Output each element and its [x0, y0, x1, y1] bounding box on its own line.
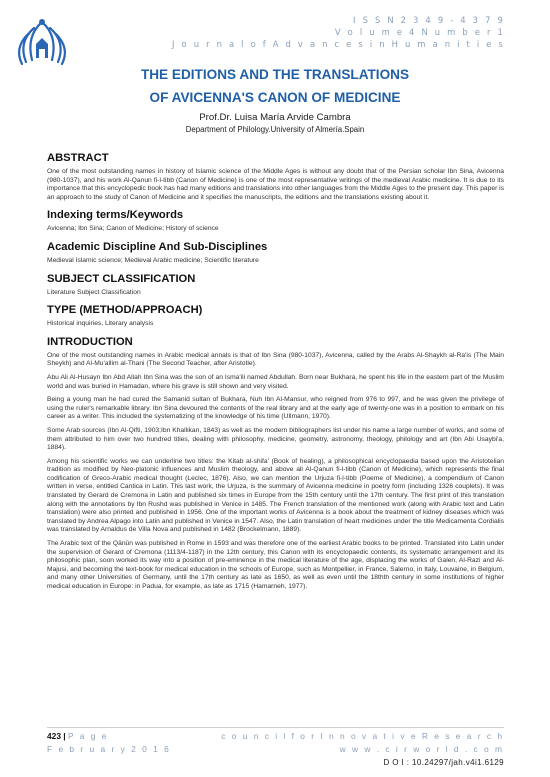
- issn-text: I S S N 2 3 4 9 - 4 3 7 9: [353, 15, 505, 25]
- abstract-section: [47, 151, 504, 202]
- introduction-heading: INTRODUCTION: [47, 335, 133, 348]
- method-text: Historical inquiries, Literary analysis: [47, 320, 154, 328]
- publisher-name: c o u n c i l f o r I n n o v a t i v e R e s e a r c h: [221, 731, 504, 741]
- publisher-website: w w w . c i r w o r l d . c o m: [339, 744, 504, 754]
- method-section: [47, 303, 504, 329]
- discipline-heading: Academic Discipline And Sub-Disciplines: [47, 240, 268, 253]
- introduction-section: [47, 335, 504, 592]
- paper-body: [47, 145, 504, 597]
- author-affiliation: Department of Philology.University of Almería.Spain: [185, 125, 365, 134]
- abstract-heading: ABSTRACT: [47, 152, 109, 164]
- discipline-text: Medieval Islamic science; Medieval Arabic medicine; Scientific literature: [47, 256, 259, 264]
- page-number-value: 423 |: [47, 731, 66, 741]
- abstract-text: One of the most outstanding names in history of Islamic science of the Middle Ages is without any doubt that of the Persian scholar Ibn Sina, Avicenna (980-1037), and his work Al-Qanun fi-l-tibb (Canon of Medicine) is one of the most representative writings of the medieval Arabic medicine. It is due to its importance that this encyclopedic book has had many editions and translations into other languages from the Middle Ages to the present day. This paper is an approach to the study of Canon of Medicine and it specifies the manuscripts, the editions and the translations existing about it.: [47, 168, 505, 201]
- author-name: Prof.Dr. Luisa María Arvide Cambra: [199, 112, 351, 123]
- intro-paragraph: Abu Ali Al-Husayn Ibn Abd Allah Ibn Sina was the son of an Isma'ili named Abdullah. Born near Bukhara, he spent his life in the eastern part of the Muslim world and was buried in Hamadan, where his grave is still shown and very visited.: [47, 373, 504, 390]
- paper-title-line1: THE EDITIONS AND THE TRANSLATIONS: [140, 67, 410, 82]
- cirworld-logo-icon: [12, 14, 72, 70]
- classification-text: Literature Subject Classification: [47, 288, 141, 296]
- volume-text: V o l u m e 4 N u m b e r 1: [334, 27, 505, 37]
- method-heading: TYPE (METHOD/APPROACH): [47, 304, 203, 317]
- paper-title-line2: OF AVICENNA'S CANON OF MEDICINE: [149, 90, 401, 105]
- intro-paragraph: Being a young man he had cured the Samanid sultan of Bukhara, Nuh Ibn Al-Mansur, who reigned from 976 to 997, and he was given the privilege of using the ruler's remarkable library. Ibn Sina devoured the contents of the real library and at the early age of twenty-one was in a position to embark on his career as a writer. This included the systematizing of the knowledge of his time (Ullmann, 1970).: [47, 396, 504, 421]
- intro-paragraph: One of the most outstanding names in Arabic medical annals is that of Ibn Sina (980-1037), Avicenna, called by the Arabs Al-Shaykh al-Ra'is (The Main Sheykh) and Al-Mu'allim al-Thani (The Second Teacher, after Aristotle).: [47, 351, 504, 368]
- keywords-text: Avicenna; Ibn Sina; Canon of Medicine; History of science: [47, 225, 219, 233]
- classification-heading: SUBJECT CLASSIFICATION: [47, 272, 196, 285]
- doi-text: D O I : 10.24297/jah.v4i1.6129: [383, 758, 504, 767]
- footer-divider: [47, 727, 504, 728]
- keywords-section: [47, 208, 504, 234]
- intro-paragraph: Among his scientific works we can underline two titles: the Kitab al-shifa' (Book of healing), a philosophical encyclopaedia based upon the Aristotelian tradition as modified by Neo-platonic influences and Muslim theology, and above all Al-Qanun fi-l-tibb (Canon of Medicine), which represents the final codification of Greco-Arabic medical thought (Leclec, 1876). Also, we can mention the Urjuza fi-l-tibb (Poeme of Medicine), a compendium of Canon written in verse, entitled Cantica in Latin. This last work, the Urjuza, is the summary of Avicenna medicine in poetry form (including 1326 couplets). It was translated by Gerard de Cremona in Latin and published six times in Europe from the 15th century until the 17th century. The first print of this translation along with the annotations by Ibn Rushd was published in Venice in 1485. The French translation of the mentioned work (along with Arabic text and Latin translation) were also printed and published in 1956. One of the important works of Avicenna is a book about the treatment of kidney diseases which was translated by Andrea Alpago into Latin and published in Venice in 1547. Also, the Latin translation of heart medicines under the title Medicamenta Cordialis was translated by Arnaldus de Villa Nova and published in 1482 (Brockelmann, 1889).: [47, 457, 504, 534]
- journal-name: J o u r n a l o f A d v a n c e s i n H u m a n i t i e s: [172, 39, 505, 49]
- intro-paragraph: Some Arab sources (Ibn Al-Qifti, 1903;Ibn Khallikan, 1843) as well as the modern bibliographers list under his name a large number of works, and some of them attributed to him over two hundred titles, dealing with philosophy, medicine, geometry, astronomy, theology, philology and art (Ibn Abi Usaybi'a, 1884).: [47, 426, 504, 452]
- publication-date: F e b r u a r y 2 0 1 6: [47, 744, 171, 754]
- classification-section: [47, 272, 504, 298]
- discipline-section: [47, 240, 504, 266]
- intro-paragraph: The Arabic text of the Qānūn was published in Rome in 1593 and was therefore one of the earliest Arabic books to be printed. Translated into Latin under the supervision of Gerard of Cremona (1113/4-1187) in the 12th century, this Canon with its encyclopaedic contents, its systematic arrangement and its philosophic plan, soon worked its way into a position of pre-eminence in the medical literature of the age, displacing the works of Galen, Al-Razi and Al-Majusi, and becoming the text-book for medical education in the schools of Europe, such as Montpellier, in France, Salerno, in Italy, Louvaine, in Belgium, and many other Universities of Germany, until the 17th century as late as 1650, as well as even until the 18thth century in some institutions of higher medical education in Europe: in Padua, for example, as late as 1715 (Hamarneh, 1977).: [47, 540, 504, 590]
- journal-header: [172, 14, 505, 50]
- keywords-heading: Indexing terms/Keywords: [47, 209, 184, 222]
- page-word: P a g e: [67, 731, 109, 741]
- page-number: [47, 731, 108, 741]
